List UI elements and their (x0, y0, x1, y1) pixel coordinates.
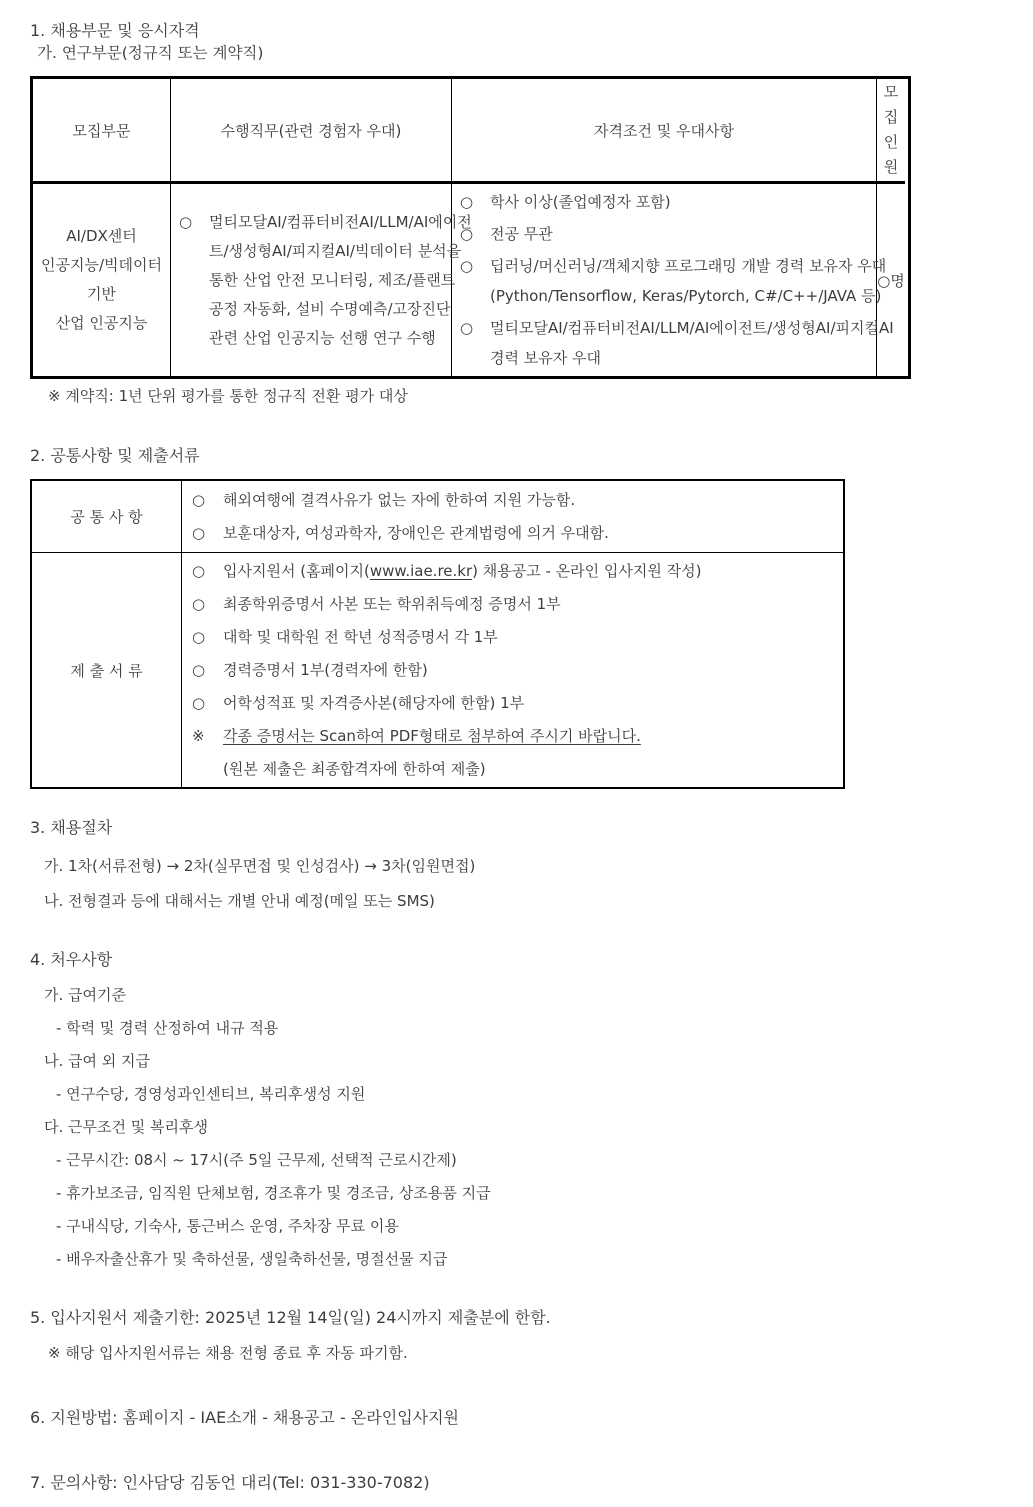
division-line: 기반 (87, 285, 116, 303)
common-item (192, 517, 837, 550)
headcount-value: ○명 (877, 271, 905, 290)
headcount-header-char: 인 (883, 133, 899, 151)
section3-line: 가. 1차(서류전형) → 2차(실무면접 및 인성검사) → 3차(임원면접) (44, 857, 476, 875)
document-item-text: 최종학위증명서 사본 또는 학위취득예정 증명서 1부 (223, 594, 561, 613)
document-item (192, 621, 837, 654)
headcount-header-char: 모 (883, 83, 899, 101)
document-item-text: 대학 및 대학원 전 학년 성적증명서 각 1부 (223, 627, 498, 646)
section4-line: - 배우자출산휴가 및 축하선물, 생일축하선물, 명절선물 지급 (56, 1250, 448, 1268)
section3-line: 나. 전형결과 등에 대해서는 개별 안내 예정(메일 또는 SMS) (44, 892, 435, 910)
qualification-text-line: 전공 무관 (490, 225, 553, 243)
qualification-item (460, 251, 887, 311)
headcount-header-char: 원 (883, 158, 899, 176)
qualification-text-line: 학사 이상(졸업예정자 포함) (490, 193, 671, 211)
header-qualifications-label: 자격조건 및 우대사항 (594, 121, 734, 140)
duty-text-line: 관련 산업 인공지능 선행 연구 수행 (209, 328, 436, 347)
circle-bullet: ○ (460, 257, 474, 275)
circle-bullet: ○ (192, 561, 206, 580)
section4-line: - 근무시간: 08시 ~ 17시(주 5일 근무제, 선택적 근로시간제) (56, 1151, 457, 1169)
common-label-cell (32, 481, 182, 553)
circle-bullet: ○ (179, 212, 193, 231)
section1-subheading: 가. 연구부문(정규직 또는 계약직) (37, 44, 264, 62)
section5-heading: 5. 입사지원서 제출기한: 2025년 12월 14일(일) 24시까지 제출분에 한함. (30, 1308, 551, 1327)
section3-heading: 3. 채용절차 (30, 818, 113, 837)
duty-text-line: 멀티모달AI/컴퓨터비전AI/LLM/AI에이전 (209, 212, 472, 231)
qualification-text (490, 219, 870, 249)
header-division-label: 모집부문 (72, 121, 131, 140)
duty-text-line: 트/생성형AI/피지컬AI/빅데이터 분석을 (209, 241, 462, 260)
division-cell (33, 184, 171, 376)
headcount-header-char: 집 (883, 108, 899, 126)
qualification-item (460, 313, 894, 373)
qualification-item (460, 219, 870, 249)
scan-note-item (192, 720, 837, 753)
document-item-text (223, 555, 837, 588)
application-form-text-pre: 입사지원서 (홈페이지( (223, 561, 370, 580)
qualification-text (490, 187, 870, 217)
qualification-text-line: 딥러닝/머신러닝/객체지향 프로그래밍 개발 경력 보유자 우대 (490, 257, 887, 275)
recruitment-table-header-qualifications (452, 79, 877, 184)
document-item (192, 654, 837, 687)
original-note-item (192, 753, 837, 786)
document-item-text: 경력증명서 1부(경력자에 한함) (223, 660, 428, 679)
section4-heading: 4. 처우사항 (30, 950, 113, 969)
document-item (192, 687, 837, 720)
section4-line: - 구내식당, 기숙사, 통근버스 운영, 주차장 무료 이용 (56, 1217, 399, 1235)
circle-bullet: ○ (460, 193, 474, 211)
section4-line: 나. 급여 외 지급 (44, 1052, 151, 1070)
common-item (192, 484, 837, 517)
section4-line: - 휴가보조금, 임직원 단체보험, 경조휴가 및 경조금, 상조용품 지급 (56, 1184, 491, 1202)
circle-bullet: ○ (192, 660, 206, 679)
section2-heading: 2. 공통사항 및 제출서류 (30, 446, 200, 465)
division-line: 인공지능/빅데이터 (41, 256, 162, 274)
circle-bullet: ○ (460, 319, 474, 337)
section4-line: 다. 근무조건 및 복리후생 (44, 1118, 208, 1136)
circle-bullet: ○ (192, 627, 206, 646)
duty-text (209, 208, 472, 353)
header-duties-label: 수행직무(관련 경험자 우대) (220, 121, 402, 140)
division-line: 산업 인공지능 (55, 314, 148, 332)
recruitment-table-header-duties (171, 79, 452, 184)
original-note-text: (원본 제출은 최종합격자에 한하여 제출) (223, 759, 486, 778)
section4-line: - 연구수당, 경영성과인센티브, 복리후생성 지원 (56, 1085, 366, 1103)
qualification-text-line: (Python/Tensorflow, Keras/Pytorch, C#/C++/JAVA 등) (490, 287, 882, 305)
qualification-text (490, 251, 887, 311)
documents-label-cell (32, 553, 182, 787)
circle-bullet: ○ (460, 225, 474, 243)
qualification-text (490, 313, 894, 373)
section7-heading: 7. 문의사항: 인사담당 김동언 대리(Tel: 031-330-7082) (30, 1473, 430, 1492)
document-item-text: 어학성적표 및 자격증사본(해당자에 한함) 1부 (223, 693, 525, 712)
empty-bullet-space (192, 753, 223, 786)
duty-text-line: 통한 산업 안전 모니터링, 제조/플랜트 (209, 270, 456, 289)
qualification-item (460, 187, 870, 217)
reference-mark: ※ (192, 726, 205, 745)
circle-bullet: ○ (192, 594, 206, 613)
circle-bullet: ○ (192, 523, 206, 542)
common-item-text: 보훈대상자, 여성과학자, 장애인은 관계법령에 의거 우대함. (223, 523, 609, 542)
common-item-text: 해외여행에 결격사유가 없는 자에 한하여 지원 가능함. (223, 490, 576, 509)
circle-bullet: ○ (192, 693, 206, 712)
headcount-cell (877, 184, 905, 376)
recruitment-table-header-division (33, 79, 171, 184)
common-label: 공 통 사 항 (70, 508, 143, 526)
circle-bullet: ○ (192, 490, 206, 509)
recruitment-table (30, 76, 911, 379)
scan-note-text: 각종 증명서는 Scan하여 PDF형태로 첨부하여 주시기 바랍니다. (223, 726, 641, 745)
section4-line: 가. 급여기준 (44, 986, 126, 1004)
duty-item (179, 208, 472, 353)
homepage-link[interactable]: www.iae.re.kr (369, 561, 473, 580)
documents-content-cell (182, 553, 843, 787)
document-item (192, 555, 837, 588)
qualifications-cell (452, 184, 894, 376)
division-line: AI/DX센터 (66, 227, 137, 245)
document-item (192, 588, 837, 621)
qualification-text-line: 경력 보유자 우대 (490, 349, 601, 367)
qualification-text-line: 멀티모달AI/컴퓨터비전AI/LLM/AI에이전트/생성형AI/피지컬AI (490, 319, 894, 337)
documents-label: 제 출 서 류 (70, 661, 143, 680)
duties-cell (171, 184, 472, 376)
section5-note: ※ 해당 입사지원서류는 채용 전형 종료 후 자동 파기함. (48, 1344, 408, 1362)
section4-line: - 학력 및 경력 산정하여 내규 적용 (56, 1019, 279, 1037)
recruitment-table-header-headcount (877, 79, 905, 184)
section6-heading: 6. 지원방법: 홈페이지 - IAE소개 - 채용공고 - 온라인입사지원 (30, 1408, 460, 1427)
duty-text-line: 공정 자동화, 설비 수명예측/고장진단 (209, 299, 451, 318)
contract-note: ※ 계약직: 1년 단위 평가를 통한 정규직 전환 평가 대상 (48, 387, 408, 405)
common-and-documents-table (30, 479, 845, 789)
common-content-cell (182, 481, 843, 553)
application-form-text-post: ) 채용공고 - 온라인 입사지원 작성) (472, 561, 702, 580)
section1-heading: 1. 채용부문 및 응시자격 (30, 21, 200, 40)
